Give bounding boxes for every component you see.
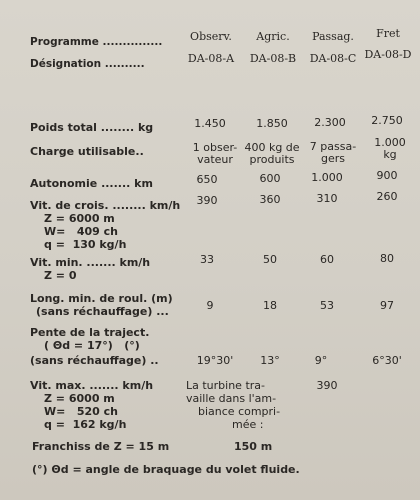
vit-min-altitude: Z = 0 (44, 269, 77, 282)
pente-c: 9° (314, 354, 328, 367)
franchiss-value: 150 m (234, 440, 273, 453)
vit-max-note-line1: La turbine tra- (186, 379, 265, 392)
vit-crois-c: 310 (316, 192, 338, 205)
vit-min-b: 50 (263, 253, 277, 266)
poids-total-label: Poids total ........ kg (30, 121, 154, 134)
vit-max-c: 390 (316, 379, 338, 392)
charge-utilisable-label: Charge utilisable.. (30, 145, 144, 158)
programme-passag: Passag. (312, 30, 354, 43)
vit-crois-d: 260 (376, 190, 398, 203)
vit-min-a: 33 (200, 253, 214, 266)
vit-max-note-line2: vaille dans l'am- (186, 392, 277, 405)
long-min-a: 9 (206, 299, 214, 312)
vit-max-note-line4: mée : (232, 418, 264, 431)
pente-angle-condition: ( Θd = 17°) (°) (44, 339, 140, 352)
vit-crois-label: Vit. de crois. ........ km/h (30, 199, 181, 212)
programme-observ: Observ. (190, 30, 232, 43)
vit-crois-power: W= 409 ch (44, 225, 118, 238)
pente-d: 6°30' (372, 354, 402, 367)
poids-total-b: 1.850 (256, 117, 288, 130)
poids-total-a: 1.450 (194, 117, 226, 130)
designation-d: DA-08-D (364, 48, 412, 61)
vit-max-label: Vit. max. ....... km/h (30, 379, 154, 392)
autonomie-label: Autonomie ....... km (30, 177, 153, 190)
vit-max-note-line3: biance compri- (198, 405, 281, 418)
autonomie-d: 900 (376, 169, 398, 182)
charge-c-line1: 7 passa- (309, 140, 357, 153)
charge-c-line2: gers (320, 152, 345, 165)
pente-condition: (sans réchauffage) .. (30, 354, 159, 367)
long-min-b: 18 (263, 299, 277, 312)
long-min-condition: (sans réchauffage) ... (36, 305, 169, 318)
long-min-c: 53 (320, 299, 334, 312)
vit-crois-b: 360 (259, 193, 281, 206)
poids-total-d: 2.750 (371, 114, 403, 127)
vit-crois-altitude: Z = 6000 m (44, 212, 115, 225)
charge-b-line1: 400 kg de (244, 141, 300, 154)
vit-crois-fuel: q = 130 kg/h (44, 238, 127, 251)
designation-label: Désignation .......... (30, 58, 145, 70)
vit-max-fuel: q = 162 kg/h (44, 418, 127, 431)
programme-fret: Fret (376, 27, 400, 40)
pente-a: 19°30' (196, 354, 234, 367)
vit-max-power: W= 520 ch (44, 405, 118, 418)
franchiss-label: Franchiss de Z = 15 m (32, 440, 170, 453)
charge-d-line2: kg (383, 148, 397, 161)
designation-c: DA-08-C (309, 52, 357, 65)
charge-b-line2: produits (249, 153, 295, 166)
vit-crois-a: 390 (196, 194, 218, 207)
vit-min-label: Vit. min. ....... km/h (30, 256, 151, 269)
programme-agric: Agric. (256, 30, 290, 43)
autonomie-b: 600 (259, 172, 281, 185)
charge-a-line1: 1 obser- (192, 141, 238, 154)
long-min-d: 97 (380, 299, 394, 312)
pente-label: Pente de la traject. (30, 326, 150, 339)
designation-b: DA-08-B (249, 52, 297, 65)
pente-b: 13° (260, 354, 280, 367)
vit-min-d: 80 (380, 252, 394, 265)
vit-min-c: 60 (320, 253, 334, 266)
footnote: (°) Θd = angle de braquage du volet fluide. (32, 463, 300, 476)
long-min-label: Long. min. de roul. (m) (30, 292, 173, 305)
autonomie-a: 650 (196, 173, 218, 186)
autonomie-c: 1.000 (311, 171, 343, 184)
programme-label: Programme ............... (30, 36, 163, 48)
charge-d-line1: 1.000 (374, 136, 406, 149)
poids-total-c: 2.300 (314, 116, 346, 129)
vit-max-altitude: Z = 6000 m (44, 392, 115, 405)
charge-a-line2: vateur (197, 153, 233, 166)
designation-a: DA-08-A (187, 52, 235, 65)
